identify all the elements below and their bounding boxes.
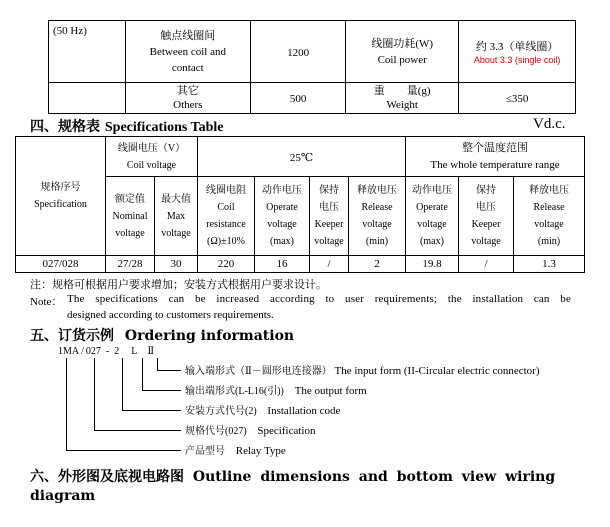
- note-en-line1: The specifications can be increased according to user requirements; the installation can be: [67, 293, 571, 305]
- code-part: Ⅱ: [147, 346, 155, 357]
- table-cell: 220: [198, 255, 255, 272]
- order-item-cn: 规格代号(027): [185, 426, 247, 437]
- cell-text-cn: 线圈功耗(W): [371, 37, 434, 50]
- keep-en2: voltage: [471, 236, 501, 248]
- res-en2: resistance: [206, 219, 246, 231]
- connector-line: [122, 358, 123, 411]
- rated-en2: voltage: [115, 227, 145, 239]
- order-item-cn: 输入端形式（Ⅱ－圆形电连接器）: [185, 366, 332, 377]
- rel-en3: (min): [537, 236, 561, 248]
- op-en3: (max): [270, 236, 294, 248]
- code-part: 2: [114, 346, 120, 357]
- code-part: 1MA: [58, 346, 80, 357]
- table-cell: 027/028: [16, 255, 106, 272]
- coil-power-cell: [346, 21, 459, 83]
- op-en3: (max): [420, 236, 444, 248]
- table-cell: 16: [255, 255, 310, 272]
- resistance-header: [198, 177, 255, 256]
- op-en2: voltage: [267, 219, 297, 231]
- cell-value: 1200: [287, 46, 310, 59]
- keep-en1: Keeper: [314, 219, 344, 231]
- section6-title-cn: 六、外形图及底视电路图: [30, 469, 184, 485]
- section5-title-en: Ordering information: [124, 328, 295, 344]
- connector-line: [94, 430, 181, 431]
- rel-cn: 释放电压: [357, 185, 397, 197]
- keep-cn2: 电压: [319, 202, 339, 214]
- section6-title-en2: diagram: [30, 488, 96, 504]
- weight-cell: [346, 83, 459, 114]
- connector-line: [94, 358, 95, 431]
- op-en2: voltage: [417, 219, 447, 231]
- code-part: 027: [85, 346, 101, 357]
- cell-text-cn: 触点线圈间: [160, 29, 216, 42]
- cell-text-en: Others: [173, 99, 203, 111]
- between-coil-contact-cell: [125, 21, 250, 83]
- cell-text-en: Coil power: [377, 53, 427, 66]
- coil-voltage-cn: 线圈电压（V）: [117, 142, 186, 154]
- empty-cell: [49, 83, 126, 114]
- section6-title-en1: Outline dimensions and bottom view wiring: [192, 469, 556, 485]
- order-item-cn: 安装方式代号(2): [185, 406, 257, 417]
- spec-header-en: Specification: [34, 198, 87, 210]
- table-cell: 27/28: [106, 255, 155, 272]
- keeper-header-range: [459, 177, 514, 256]
- unit-label: Vd.c.: [533, 116, 566, 132]
- note-cn: 注：规格可根据用户要求增加；安装方式根据用户要求设计。: [30, 279, 327, 291]
- table-row: [16, 255, 585, 272]
- spec-header-cn: 规格序号: [40, 181, 81, 193]
- section5-heading: [30, 325, 294, 345]
- keep-cn2: 电压: [476, 202, 496, 214]
- max-header: [155, 177, 198, 256]
- connector-line: [157, 370, 181, 371]
- coil-voltage-en: Coil voltage: [126, 159, 177, 171]
- op-en1: Operate: [416, 202, 448, 214]
- note-en-label: Note：: [30, 296, 63, 308]
- rated-cn: 额定值: [115, 193, 145, 205]
- temp25-header: [198, 137, 406, 177]
- res-cn: 线圈电阻: [206, 185, 246, 197]
- cell-text: (50 Hz): [53, 25, 87, 37]
- keeper-header-25: [310, 177, 349, 256]
- keep-cn1: 保持: [476, 185, 496, 197]
- connector-line: [142, 390, 181, 391]
- cell-value: 500: [289, 93, 307, 105]
- section5-title-cn: 五、订货示例: [30, 328, 114, 344]
- cell-text-cn: 约 3.3（单线圈）: [475, 40, 559, 53]
- rated-header: [106, 177, 155, 256]
- table-cell: 2: [349, 255, 406, 272]
- op-en1: Operate: [266, 202, 298, 214]
- order-item-en: The output form: [294, 385, 367, 397]
- temp-range-en: The whole temperature range: [430, 158, 560, 171]
- code-part: -: [105, 346, 110, 357]
- coil-power-value-cell: [459, 21, 576, 83]
- release-header-25: [349, 177, 406, 256]
- table-cell: 1.3: [514, 255, 585, 272]
- value-cell: [250, 83, 345, 114]
- max-en2: voltage: [161, 227, 191, 239]
- cell-text-en: Between coil and contact: [149, 45, 226, 74]
- row-label-50hz: [49, 21, 126, 83]
- code-part: L: [131, 346, 138, 357]
- spec-table: [15, 136, 585, 273]
- order-item-type: [185, 442, 286, 457]
- order-code: [58, 346, 154, 357]
- others-cell: [125, 83, 250, 114]
- weight-value-cell: [459, 83, 576, 114]
- res-en3: (Ω)±10%: [207, 236, 245, 248]
- op-cn: 动作电压: [262, 185, 302, 197]
- release-header-range: [514, 177, 585, 256]
- order-item-specification: [185, 422, 315, 437]
- rel-en2: voltage: [534, 219, 564, 231]
- cell-text-en: Weight: [386, 99, 418, 111]
- keep-en2: voltage: [314, 236, 344, 248]
- op-cn: 动作电压: [412, 185, 452, 197]
- order-item-en: Installation code: [267, 405, 341, 417]
- order-item-en: Specification: [257, 425, 316, 437]
- temp25-label: 25℃: [289, 151, 314, 164]
- order-item-input: [185, 362, 539, 377]
- connector-line: [66, 358, 67, 451]
- rated-en1: Nominal: [112, 210, 148, 222]
- value-cell: [250, 21, 345, 83]
- temp-range-cn: 整个温度范围: [462, 141, 528, 154]
- keep-en1: Keeper: [471, 219, 501, 231]
- coil-voltage-header: [106, 137, 198, 177]
- rel-en3: (min): [365, 236, 389, 248]
- order-item-installation: [185, 402, 340, 417]
- order-item-en: The input form (II-Circular electric connector): [334, 365, 540, 377]
- table-cell: 19.8: [406, 255, 459, 272]
- cell-text-en-red: About 3.3 (single coil): [473, 54, 561, 65]
- operate-header-range: [406, 177, 459, 256]
- note-en-line2: designed according to customers requirements.: [67, 309, 274, 321]
- rel-en1: Release: [533, 202, 565, 214]
- rel-en2: voltage: [362, 219, 392, 231]
- cell-value: ≤350: [505, 93, 529, 105]
- keep-cn1: 保持: [319, 185, 339, 197]
- spec-header-cell: [16, 137, 106, 256]
- order-item-en: Relay Type: [235, 445, 286, 457]
- section4-title-cn: 四、规格表: [30, 119, 100, 135]
- cell-text-cn: 重 量(g): [373, 85, 431, 97]
- table-cell: /: [459, 255, 514, 272]
- code-part: /: [81, 346, 84, 357]
- max-cn: 最大值: [161, 193, 191, 205]
- res-en1: Coil: [217, 202, 235, 214]
- temp-range-header: [406, 137, 585, 177]
- operate-header-25: [255, 177, 310, 256]
- connector-line: [122, 410, 181, 411]
- cell-text-cn: 其它: [176, 85, 199, 97]
- section6-heading: [30, 466, 572, 486]
- section4-title-en: Specifications Table: [104, 120, 224, 135]
- rel-cn: 释放电压: [529, 185, 569, 197]
- section4-heading: [30, 116, 224, 136]
- connector-line: [66, 450, 181, 451]
- table-cell: /: [310, 255, 349, 272]
- order-item-cn: 产品型号: [185, 446, 225, 457]
- table-cell: 30: [155, 255, 198, 272]
- order-item-output: [185, 382, 367, 397]
- max-en1: Max: [166, 210, 186, 222]
- rel-en1: Release: [361, 202, 393, 214]
- connector-line: [142, 358, 143, 391]
- order-item-cn: 输出端形式(L-L16(引)): [185, 386, 284, 397]
- coil-property-table: [48, 20, 576, 114]
